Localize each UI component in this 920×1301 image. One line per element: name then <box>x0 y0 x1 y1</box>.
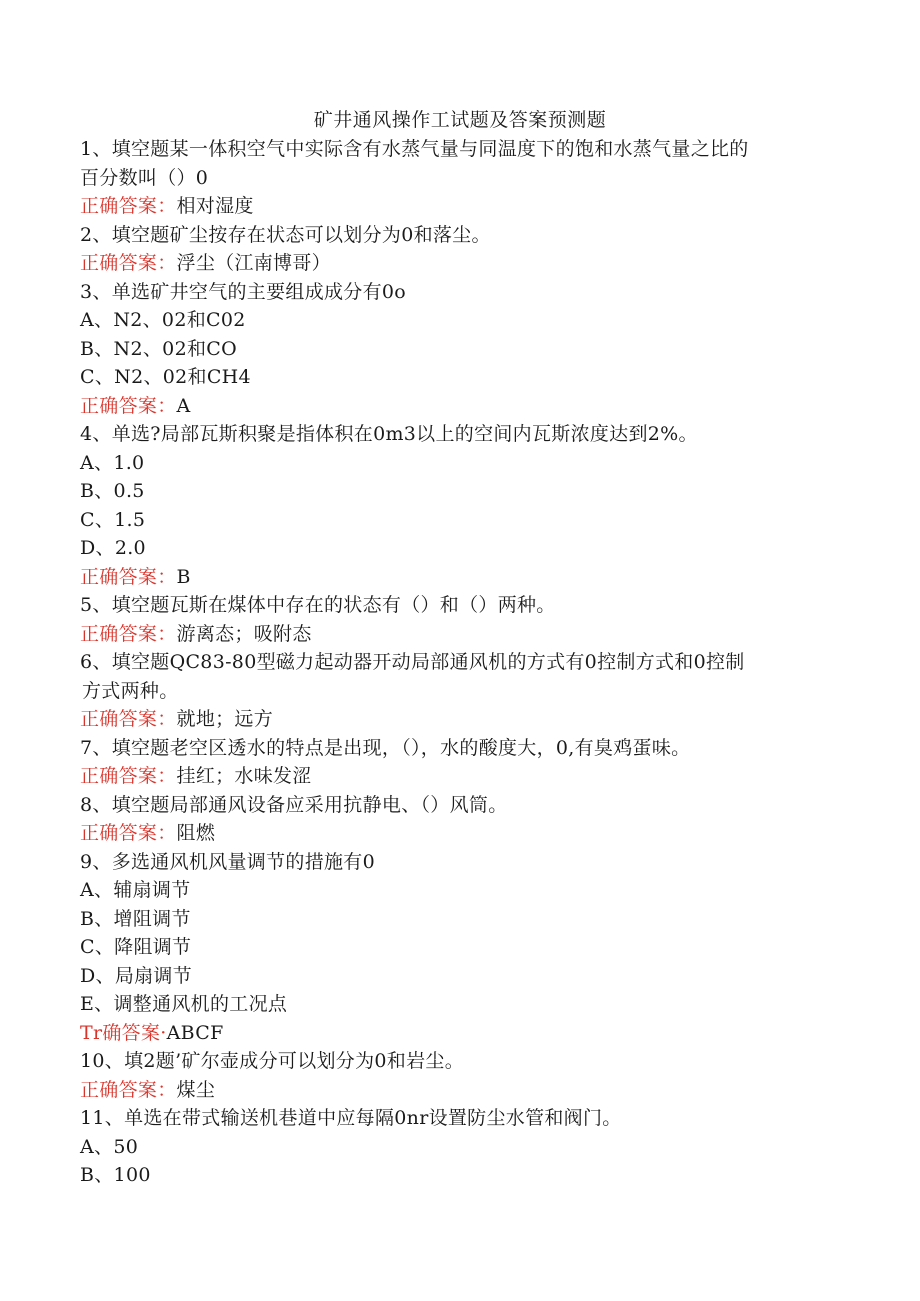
option-line: D、2.0 <box>80 537 146 559</box>
document-body <box>80 135 840 1190</box>
answer-label: 正确答案： <box>80 252 177 274</box>
answer-value: 相对湿度 <box>176 195 254 217</box>
question-line: 5、填空题瓦斯在煤体中存在的状态有（）和（）两种。 <box>80 594 556 616</box>
answer-line <box>80 392 840 421</box>
option-line: B、N2、02和CO <box>80 337 237 360</box>
option-line: A、1.0 <box>80 451 145 474</box>
answer-value: ABCF <box>166 1021 224 1044</box>
answer-line <box>80 819 840 848</box>
option-line: A、辅扇调节 <box>80 879 191 901</box>
answer-line <box>80 705 840 734</box>
option-line: D、局扇调节 <box>80 964 193 987</box>
question-line: 9、多选通风机风量调节的措施有0 <box>80 850 375 873</box>
answer-value: B <box>176 565 191 588</box>
option-line: C、降阻调节 <box>80 936 192 958</box>
option-line: B、0.5 <box>80 480 145 502</box>
answer-label: Tr确答案· <box>80 1021 167 1044</box>
answer-line <box>80 620 840 649</box>
answer-value: A <box>176 394 191 417</box>
question-line: 6、填空题QC83-80型磁力起动器开动局部通风机的方式有0控制方式和0控制 <box>80 651 745 673</box>
option-line: A、N2、02和C02 <box>80 309 246 331</box>
question-line: 11、单选在带式输送机巷道中应每隔0nr设置防尘水管和阀门。 <box>80 1107 622 1129</box>
answer-value: 阻燃 <box>176 822 216 844</box>
answer-label: 正确答案： <box>80 1078 177 1101</box>
answer-label: 正确答案： <box>80 765 177 787</box>
answer-label: 正确答案： <box>80 565 177 588</box>
answer-line <box>80 1076 840 1105</box>
option-line: A、50 <box>80 1135 139 1158</box>
answer-line <box>80 249 840 278</box>
answer-line <box>80 192 840 221</box>
answer-line <box>80 563 840 592</box>
question-line: 1、填空题某一体积空气中实际含有水蒸气量与同温度下的饱和水蒸气量之比的 <box>80 138 749 160</box>
answer-line <box>80 1019 840 1048</box>
answer-value: 煤尘 <box>176 1078 216 1101</box>
option-line: B、100 <box>80 1164 151 1186</box>
question-line: 3、单选矿井空气的主要组成成分有0o <box>80 280 407 303</box>
answer-label: 正确答案： <box>80 195 177 217</box>
question-line: 8、填空题局部通风设备应采用抗静电、（）风筒。 <box>80 793 508 816</box>
option-line: E、调整通风机的工况点 <box>80 993 288 1015</box>
answer-label: 正确答案： <box>80 622 177 645</box>
question-line: 7、填空题老空区透水的特点是出现，（），水的酸度大，0,有臭鸡蛋味。 <box>80 736 691 759</box>
question-line: 2、填空题矿尘按存在状态可以划分为0和落尘。 <box>80 223 491 246</box>
answer-label: 正确答案： <box>80 708 177 730</box>
answer-value: 挂红；水味发涩 <box>176 765 312 787</box>
option-line: C、1.5 <box>80 508 146 531</box>
answer-value: 游离态；吸附态 <box>176 622 312 645</box>
answer-label: 正确答案： <box>80 822 177 844</box>
answer-line <box>80 762 840 791</box>
question-continuation: 方式两种。 <box>82 679 179 702</box>
answer-value: 就地；远方 <box>176 708 274 730</box>
question-line: 10、填2题’矿尔壶成分可以划分为0和岩尘。 <box>80 1050 464 1072</box>
question-line: 百分数叫（）0 <box>80 166 209 189</box>
answer-label: 正确答案： <box>80 394 177 417</box>
question-line: 4、单选?局部瓦斯积聚是指体积在0m3以上的空间内瓦斯浓度达到2%。 <box>80 423 698 445</box>
option-line: C、N2、02和CH4 <box>80 366 251 388</box>
option-line: B、增阻调节 <box>80 907 191 930</box>
document-title: 矿井通风操作工试题及答案预测题 <box>313 109 607 131</box>
answer-value: 浮尘（江南博哥） <box>176 252 331 274</box>
